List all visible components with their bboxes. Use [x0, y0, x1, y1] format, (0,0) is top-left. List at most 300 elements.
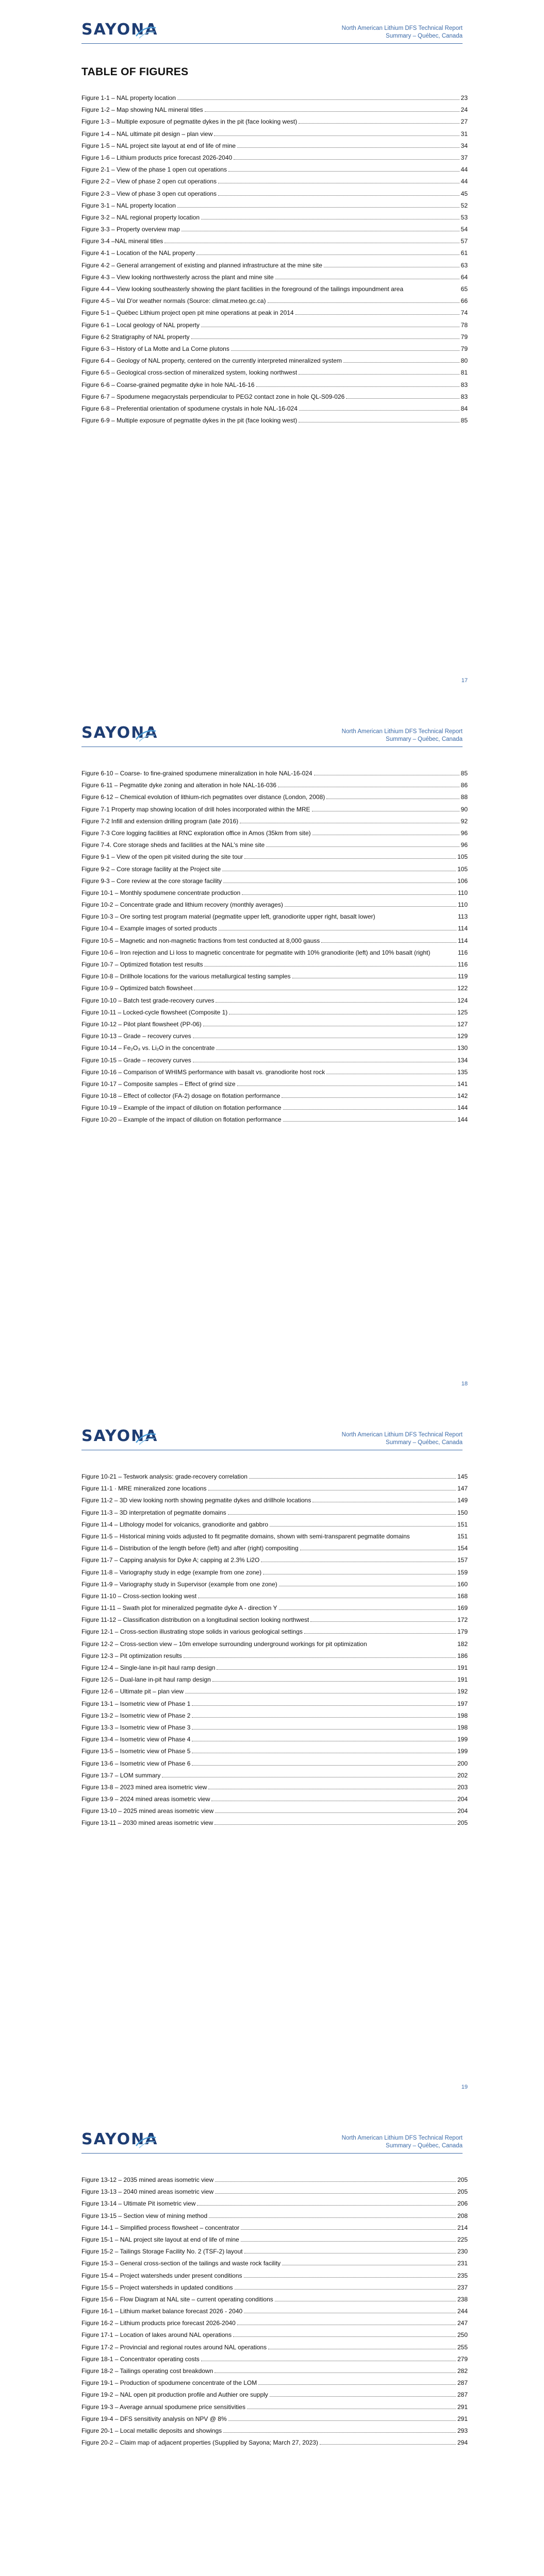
dot-leader	[268, 302, 459, 303]
figure-entry[interactable]	[81, 829, 468, 837]
figure-page-ref: 205	[457, 2176, 468, 2183]
figure-entry[interactable]	[81, 2391, 468, 2399]
figure-page-ref: 105	[457, 865, 468, 873]
figure-page-ref: 113	[457, 913, 468, 921]
figure-page-ref: 31	[460, 130, 468, 138]
figure-entry[interactable]	[81, 1652, 468, 1660]
page-number: 18	[461, 1381, 468, 1387]
figure-entry[interactable]	[81, 1819, 468, 1827]
figure-entry[interactable]	[81, 2295, 468, 2303]
figure-entry[interactable]	[81, 1771, 468, 1780]
figure-label: Figure 11-2 – 3D view looking north showing pegmatite dykes and drillhole locations	[81, 1497, 311, 1504]
figure-entry[interactable]	[81, 201, 468, 210]
figure-entry[interactable]	[81, 877, 468, 885]
dot-leader	[215, 2193, 456, 2194]
figure-page-ref: 291	[457, 2415, 468, 2422]
figure-label: Figure 10-13 – Grade – recovery curves	[81, 1032, 191, 1040]
figure-label: Figure 11-12 – Classification distribution on a longitudinal section looking northwest	[81, 1616, 309, 1624]
figure-entry[interactable]	[81, 2188, 468, 2196]
figure-label: Figure 1-4 – NAL ultimate pit design – plan view	[81, 130, 213, 138]
figure-entry[interactable]	[81, 1032, 468, 1040]
figure-entry[interactable]	[81, 1568, 468, 1577]
figure-entry[interactable]	[81, 357, 468, 365]
figure-entry[interactable]	[81, 381, 468, 389]
figure-entry[interactable]	[81, 2212, 468, 2220]
figure-page-ref: 202	[457, 1771, 468, 1779]
figure-page-ref: 127	[457, 1020, 468, 1028]
figure-entry[interactable]	[81, 393, 468, 401]
figure-entry[interactable]	[81, 960, 468, 969]
figure-page-ref: 293	[457, 2427, 468, 2434]
figure-page-ref: 110	[457, 889, 468, 896]
figure-entry[interactable]	[81, 130, 468, 138]
figure-entry[interactable]	[81, 1068, 468, 1076]
figure-label: Figure 6-12 – Chemical evolution of lithium-rich pegmatites over distance (London, 2008)	[81, 793, 325, 801]
figure-page-ref: 90	[460, 805, 468, 813]
figure-entry[interactable]	[81, 237, 468, 245]
figure-entry[interactable]	[81, 1532, 468, 1540]
figure-entry[interactable]	[81, 2343, 468, 2351]
figure-entry[interactable]	[81, 889, 468, 897]
figure-page-ref: 83	[460, 393, 468, 400]
dot-leader	[223, 2432, 456, 2433]
figure-entry[interactable]	[81, 368, 468, 377]
figure-label: Figure 1-6 – Lithium products price forecast 2026-2040	[81, 154, 233, 161]
figure-page-ref: 96	[460, 841, 468, 849]
figure-entry[interactable]	[81, 1664, 468, 1672]
report-subtitle: Summary – Québec, Canada	[386, 1439, 463, 1446]
logo-swoosh-icon	[135, 25, 157, 39]
figure-label: Figure 19-3 – Average annual spodumene price sensitivities	[81, 2403, 245, 2411]
figure-page-ref: 237	[457, 2283, 468, 2291]
figure-entry[interactable]	[81, 1472, 468, 1481]
figure-entry[interactable]	[81, 972, 468, 980]
figure-label: Figure 1-5 – NAL project site layout at end of life of mine	[81, 142, 236, 149]
figure-label: Figure 10-16 – Comparison of WHIMS performance with basalt vs. granodiorite host rock	[81, 1068, 325, 1076]
figure-entry[interactable]	[81, 853, 468, 861]
dot-leader	[233, 2336, 456, 2337]
figure-label: Figure 13-12 – 2035 mined areas isometric view	[81, 2176, 214, 2183]
figure-entry[interactable]	[81, 793, 468, 801]
figure-page-ref: 204	[457, 1795, 468, 1803]
figure-entry[interactable]	[81, 1092, 468, 1100]
dot-leader	[215, 1812, 456, 1813]
figure-entry[interactable]	[81, 1604, 468, 1612]
figure-entry[interactable]	[81, 805, 468, 814]
figure-entry[interactable]	[81, 2319, 468, 2327]
figure-label: Figure 11-10 – Cross-section looking west	[81, 1592, 197, 1600]
figure-entry[interactable]	[81, 769, 468, 777]
figure-page-ref: 157	[457, 1556, 468, 1564]
figure-entry[interactable]	[81, 984, 468, 992]
figure-entry[interactable]	[81, 1580, 468, 1588]
figure-page-ref: 130	[457, 1044, 468, 1052]
figure-label: Figure 3-4 –NAL mineral titles	[81, 238, 163, 245]
report-heading	[342, 728, 463, 743]
dot-leader	[310, 1621, 456, 1622]
figure-entry[interactable]	[81, 1723, 468, 1732]
figure-page-ref: 116	[457, 948, 468, 956]
figure-page-ref: 44	[460, 178, 468, 185]
figure-entry[interactable]	[81, 1044, 468, 1052]
figure-page-ref: 23	[460, 94, 468, 101]
figure-entry[interactable]	[81, 273, 468, 281]
figure-label: Figure 12-2 – Cross-section view – 10m envelope surrounding underground workings for pit optimization	[81, 1640, 367, 1648]
figure-entry[interactable]	[81, 1687, 468, 1696]
dot-leader	[231, 350, 459, 351]
logo-text: SAYONA	[81, 2130, 158, 2148]
dot-leader	[283, 1121, 456, 1122]
figure-entry[interactable]	[81, 817, 468, 825]
dot-leader	[209, 2217, 456, 2218]
figure-label: Figure 6-9 – Multiple exposure of pegmatite dykes in the pit (face looking west)	[81, 417, 298, 425]
figure-page-ref: 65	[460, 285, 468, 293]
figure-page-ref: 230	[457, 2248, 468, 2256]
figure-entry[interactable]	[81, 94, 468, 102]
figure-page-ref: 255	[457, 2343, 468, 2351]
figure-entry[interactable]	[81, 996, 468, 1005]
figure-entry[interactable]	[81, 1628, 468, 1636]
dot-leader	[283, 1109, 456, 1110]
dot-leader	[241, 2241, 456, 2242]
figure-entry[interactable]	[81, 2415, 468, 2423]
figure-entry[interactable]	[81, 1747, 468, 1755]
figure-entry[interactable]	[81, 404, 468, 413]
figure-page-ref: 294	[457, 2439, 468, 2447]
figure-label: Figure 10-1 – Monthly spodumene concentrate production	[81, 889, 241, 896]
figure-page-ref: 44	[460, 166, 468, 174]
figure-label: Figure 2-1 – View of the phase 1 open cut operations	[81, 166, 227, 174]
figure-page-ref: 27	[460, 118, 468, 126]
figure-page-ref: 192	[457, 1688, 468, 1696]
figure-entry[interactable]	[81, 345, 468, 353]
figure-entry[interactable]	[81, 1020, 468, 1028]
figure-label: Figure 4-3 – View looking northwesterly across the plant and mine site	[81, 273, 274, 281]
figure-label: Figure 10-18 – Effect of collector (FA-2) dosage on flotation performance	[81, 1092, 281, 1100]
figure-label: Figure 10-10 – Batch test grade-recovery curves	[81, 996, 215, 1004]
figure-label: Figure 20-1 – Local metallic deposits and showings	[81, 2427, 222, 2434]
logo-swoosh-icon	[135, 728, 157, 742]
report-heading	[342, 1431, 463, 1447]
figure-entry[interactable]	[81, 1783, 468, 1791]
figure-entry[interactable]	[81, 2331, 468, 2339]
page-number: 19	[461, 2084, 468, 2090]
figure-page-ref: 250	[457, 2331, 468, 2339]
figure-entry[interactable]	[81, 297, 468, 305]
figure-label: Figure 13-3 – Isometric view of Phase 3	[81, 1723, 191, 1731]
figure-entry[interactable]	[81, 1795, 468, 1803]
dot-leader	[212, 1681, 456, 1682]
dot-leader	[192, 1765, 456, 1766]
figure-entry[interactable]	[81, 2199, 468, 2208]
document-page	[0, 2110, 544, 2576]
figure-page-ref: 83	[460, 381, 468, 388]
report-title: North American Lithium DFS Technical Report	[341, 1432, 463, 1438]
figure-page-ref: 182	[457, 1640, 468, 1648]
figure-label: Figure 10-12 – Pilot plant flowsheet (PP-06)	[81, 1020, 202, 1028]
figure-page-ref: 203	[457, 1783, 468, 1791]
figure-label: Figure 4-4 – View looking southeasterly showing the plant facilities in the foreground of the tailings impoundment area	[81, 285, 404, 293]
figure-label: Figure 13-10 – 2025 mined areas isometric view	[81, 1807, 214, 1815]
figure-page-ref: 125	[457, 1008, 468, 1016]
figure-entry[interactable]	[81, 1496, 468, 1504]
figure-entry[interactable]	[81, 177, 468, 185]
figure-label: Figure 18-2 – Tailings operating cost breakdown	[81, 2367, 213, 2375]
figure-page-ref: 179	[457, 1628, 468, 1636]
figure-entry[interactable]	[81, 1556, 468, 1564]
figure-entry[interactable]	[81, 117, 468, 126]
figure-entry[interactable]	[81, 2379, 468, 2387]
dot-leader	[228, 171, 459, 172]
figure-list	[81, 2176, 468, 2450]
figure-entry[interactable]	[81, 2235, 468, 2244]
figure-entry[interactable]	[81, 841, 468, 849]
dot-leader	[244, 2277, 456, 2278]
figure-label: Figure 15-2 – Tailings Storage Facility No. 2 (TSF-2) layout	[81, 2248, 243, 2256]
figure-entry[interactable]	[81, 912, 468, 921]
figure-entry[interactable]	[81, 937, 468, 945]
figure-label: Figure 11-9 – Variography study in Supervisor (example from one zone)	[81, 1580, 277, 1588]
figure-label: Figure 13-13 – 2040 mined areas isometric view	[81, 2188, 214, 2196]
figure-label: Figure 20-2 – Claim map of adjacent properties (Supplied by Sayona; March 27, 2023)	[81, 2439, 318, 2447]
figure-page-ref: 88	[460, 793, 468, 801]
figure-label: Figure 18-1 – Concentrator operating costs	[81, 2355, 200, 2363]
figure-page-ref: 129	[457, 1032, 468, 1040]
figure-entry[interactable]	[81, 213, 468, 222]
figure-label: Figure 12-1 – Cross-section illustrating stope solids in various geological settings	[81, 1628, 303, 1636]
figure-entry[interactable]	[81, 2403, 468, 2411]
figure-entry[interactable]	[81, 781, 468, 789]
figure-label: Figure 11-5 – Historical mining voids adjusted to fit pegmatite domains, shown with semi-transparent pegmatite domains	[81, 1532, 410, 1540]
figure-page-ref: 85	[460, 770, 468, 777]
page-header	[81, 18, 463, 54]
figure-entry[interactable]	[81, 2247, 468, 2256]
figure-entry[interactable]	[81, 249, 468, 257]
report-title: North American Lithium DFS Technical Report	[341, 25, 463, 31]
figure-entry[interactable]	[81, 1640, 468, 1648]
logo-text: SAYONA	[81, 21, 158, 39]
figure-list	[81, 94, 468, 428]
dot-leader	[192, 1705, 456, 1706]
figure-label: Figure 11-7 – Capping analysis for Dyke A; capping at 2.3% Li2O	[81, 1556, 260, 1564]
figure-page-ref: 200	[457, 1759, 468, 1767]
report-title: North American Lithium DFS Technical Report	[341, 728, 463, 735]
figure-page-ref: 81	[460, 369, 468, 377]
figure-page-ref: 151	[457, 1520, 468, 1528]
dot-leader	[266, 846, 459, 847]
figure-page-ref: 287	[457, 2379, 468, 2387]
figure-entry[interactable]	[81, 1700, 468, 1708]
figure-page-ref: 287	[457, 2391, 468, 2399]
dot-leader	[218, 195, 459, 196]
figure-page-ref: 291	[457, 2403, 468, 2411]
figure-label: Figure 10-4 – Example images of sorted products	[81, 925, 217, 933]
figure-label: Figure 10-5 – Magnetic and non-magnetic fractions from test conducted at 8,000 gauss	[81, 937, 320, 944]
dot-leader	[204, 966, 456, 967]
figure-page-ref: 225	[457, 2235, 468, 2243]
figure-entry[interactable]	[81, 1675, 468, 1684]
figure-page-ref: 57	[460, 238, 468, 245]
figure-entry[interactable]	[81, 190, 468, 198]
figure-page-ref: 199	[457, 1736, 468, 1743]
figure-label: Figure 13-5 – Isometric view of Phase 5	[81, 1748, 191, 1755]
figure-label: Figure 13-1 – Isometric view of Phase 1	[81, 1700, 191, 1707]
figure-label: Figure 10-19 – Example of the impact of dilution on flotation performance	[81, 1104, 282, 1112]
figure-page-ref: 144	[457, 1116, 468, 1124]
figure-entry[interactable]	[81, 948, 468, 957]
logo-swoosh-icon	[135, 1431, 157, 1446]
figure-entry[interactable]	[81, 1592, 468, 1600]
figure-entry[interactable]	[81, 1520, 468, 1529]
figure-label: Figure 13-8 – 2023 mined area isometric view	[81, 1783, 207, 1791]
dot-leader	[215, 2181, 456, 2182]
figure-entry[interactable]	[81, 2355, 468, 2363]
logo-text: SAYONA	[81, 1427, 158, 1445]
figure-page-ref: 74	[460, 309, 468, 317]
figure-entry[interactable]	[81, 1735, 468, 1743]
dot-leader	[215, 2372, 456, 2373]
figure-label: Figure 6-4 – Geology of NAL property, centered on the currently interpreted mineralized system	[81, 357, 342, 365]
dot-leader	[217, 1669, 455, 1670]
figure-label: Figure 10-17 – Composite samples – Effect of grind size	[81, 1080, 236, 1088]
figure-page-ref: 191	[457, 1676, 468, 1684]
figure-label: Figure 13-2 – Isometric view of Phase 2	[81, 1711, 191, 1719]
figure-label: Figure 17-1 – Location of lakes around NAL operations	[81, 2331, 232, 2339]
figure-page-ref: 64	[460, 273, 468, 281]
dot-leader	[279, 1609, 456, 1610]
dot-leader	[258, 2384, 456, 2385]
figure-label: Figure 7-2 Infill and extension drilling program (late 2016)	[81, 817, 239, 825]
figure-label: Figure 11-6 – Distribution of the length before (left) and after (right) compositing	[81, 1545, 299, 1552]
figure-page-ref: 106	[457, 877, 468, 885]
figure-page-ref: 160	[457, 1580, 468, 1588]
figure-entry[interactable]	[81, 1056, 468, 1064]
figure-label: Figure 16-2 – Lithium products price forecast 2026-2040	[81, 2319, 236, 2327]
figure-entry[interactable]	[81, 1759, 468, 1768]
figure-page-ref: 159	[457, 1568, 468, 1576]
figure-entry[interactable]	[81, 2224, 468, 2232]
figure-label: Figure 10-11 – Locked-cycle flowsheet (Composite 1)	[81, 1008, 228, 1016]
dot-leader	[228, 2420, 456, 2421]
figure-page-ref: 144	[457, 1104, 468, 1112]
figure-entry[interactable]	[81, 165, 468, 174]
report-subtitle: Summary – Québec, Canada	[386, 33, 463, 39]
figure-label: Figure 13-14 – Ultimate Pit isometric view	[81, 2200, 196, 2208]
logo-swoosh-icon	[135, 2134, 157, 2149]
dot-leader	[249, 1478, 456, 1479]
figure-entry[interactable]	[81, 1616, 468, 1624]
dot-leader	[270, 2396, 456, 2397]
figure-label: Figure 1-3 – Multiple exposure of pegmatite dykes in the pit (face looking west)	[81, 118, 298, 126]
figure-label: Figure 15-3 – General cross-section of the tailings and waste rock facility	[81, 2260, 281, 2267]
figure-label: Figure 19-1 – Production of spodumene concentrate of the LOM	[81, 2379, 257, 2387]
report-subtitle: Summary – Québec, Canada	[386, 2143, 463, 2149]
figure-page-ref: 80	[460, 357, 468, 365]
figure-entry[interactable]	[81, 321, 468, 329]
figure-label: Figure 3-2 – NAL regional property location	[81, 213, 200, 221]
dot-leader	[192, 1729, 456, 1730]
figure-page-ref: 282	[457, 2367, 468, 2375]
figure-entry[interactable]	[81, 1115, 468, 1124]
figure-page-ref: 85	[460, 417, 468, 425]
figure-page-ref: 206	[457, 2200, 468, 2208]
dot-leader	[346, 398, 459, 399]
figure-page-ref: 63	[460, 261, 468, 269]
figure-entry[interactable]	[81, 1008, 468, 1016]
figure-page-ref: 66	[460, 297, 468, 305]
figure-entry[interactable]	[81, 416, 468, 425]
figure-page-ref: 238	[457, 2295, 468, 2303]
figure-entry[interactable]	[81, 1080, 468, 1088]
figure-page-ref: 208	[457, 2212, 468, 2219]
figure-label: Figure 15-5 – Project watersheds in updated conditions	[81, 2283, 233, 2291]
figure-entry[interactable]	[81, 154, 468, 162]
figure-entry[interactable]	[81, 2283, 468, 2292]
dot-leader	[321, 942, 456, 943]
figure-entry[interactable]	[81, 1544, 468, 1552]
figure-page-ref: 61	[460, 249, 468, 257]
figure-entry[interactable]	[81, 2259, 468, 2267]
figure-label: Figure 4-1 – Location of the NAL property	[81, 249, 195, 257]
page-header	[81, 1424, 463, 1460]
figure-entry[interactable]	[81, 261, 468, 269]
figure-entry[interactable]	[81, 1807, 468, 1815]
figure-label: Figure 5-1 – Québec Lithium project open pit mine operations at peak in 2014	[81, 309, 294, 317]
figure-entry[interactable]	[81, 1104, 468, 1112]
dot-leader	[235, 2289, 456, 2290]
figure-entry[interactable]	[81, 2176, 468, 2184]
figure-label: Figure 6-2 Stratigraphy of NAL property	[81, 333, 190, 341]
figure-list	[81, 769, 468, 1128]
figure-entry[interactable]	[81, 865, 468, 873]
figure-entry[interactable]	[81, 106, 468, 114]
figure-entry[interactable]	[81, 309, 468, 317]
figure-page-ref: 86	[460, 782, 468, 789]
dot-leader	[234, 159, 459, 160]
figure-entry[interactable]	[81, 1509, 468, 1517]
figure-entry[interactable]	[81, 285, 468, 293]
figure-label: Figure 6-5 – Geological cross-section of mineralized system, looking northwest	[81, 369, 298, 377]
figure-label: Figure 12-4 – Single-lane in-pit haul ramp design	[81, 1664, 216, 1671]
report-title: North American Lithium DFS Technical Report	[341, 2135, 463, 2141]
figure-entry[interactable]	[81, 2427, 468, 2435]
figure-label: Figure 3-1 – NAL property location	[81, 201, 176, 209]
figure-entry[interactable]	[81, 225, 468, 233]
figure-label: Figure 11-4 – Lithology model for volcanics, granodiorite and gabbro	[81, 1520, 268, 1528]
figure-entry[interactable]	[81, 924, 468, 933]
figure-label: Figure 1-2 – Map showing NAL mineral titles	[81, 106, 203, 114]
figure-label: Figure 10-7 – Optimized flotation test results	[81, 961, 203, 968]
figure-entry[interactable]	[81, 142, 468, 150]
figure-entry[interactable]	[81, 2272, 468, 2280]
figure-entry[interactable]	[81, 1711, 468, 1720]
figure-entry[interactable]	[81, 2307, 468, 2315]
dot-leader	[214, 135, 459, 136]
figure-entry[interactable]	[81, 2367, 468, 2375]
figure-page-ref: 169	[457, 1604, 468, 1612]
logo-text: SAYONA	[81, 724, 158, 742]
figure-page-ref: 235	[457, 2272, 468, 2279]
dot-leader	[216, 1049, 456, 1050]
figure-entry[interactable]	[81, 2438, 468, 2447]
figure-entry[interactable]	[81, 901, 468, 909]
figure-entry[interactable]	[81, 333, 468, 341]
figure-label: Figure 19-4 – DFS sensitivity analysis on NPV @ 8%	[81, 2415, 227, 2422]
document-page	[0, 0, 544, 703]
figure-page-ref: 244	[457, 2308, 468, 2315]
figure-entry[interactable]	[81, 1484, 468, 1493]
figure-page-ref: 247	[457, 2319, 468, 2327]
